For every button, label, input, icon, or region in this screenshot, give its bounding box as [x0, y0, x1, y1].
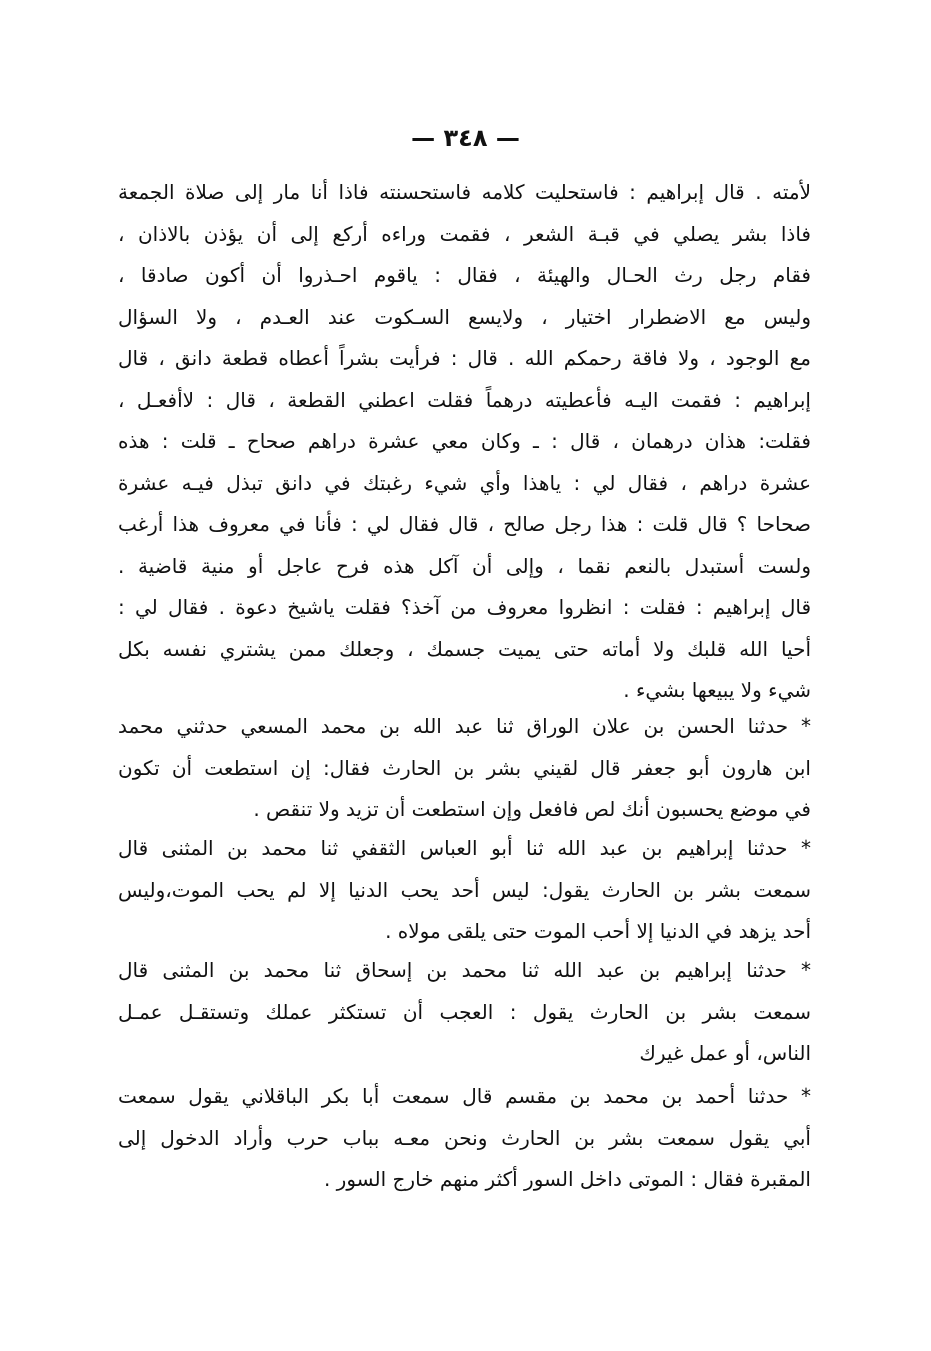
- text-line: قال إبراهيم : فقلت : انظروا معروف من آخذ؟ فقلت ياشيخ دعوة . فقال لي :: [118, 595, 811, 619]
- text-line: عشرة دراهم ، فقال لي : ياهذا وأي شيء رغبتك في دانق تبذل فيـه عشرة: [118, 470, 811, 495]
- text-line: شيء ولا يبيعها بشيء .: [623, 678, 811, 702]
- text-line: إبراهيم : فقمت اليـه فأعطيته درهماً فقلت اعطني القطعة ، قال : لاأفعـل ،: [118, 387, 811, 412]
- text-line: ابن هارون أبو جعفر قال لقيني بشر بن الحارث فقال: إن استطعت أن تكون: [118, 755, 811, 780]
- paragraph-5: [118, 1076, 811, 1201]
- text-line: سمعت بشر بن الحارث يقول : العجب أن تستكثر عملك وتستقـل عمـل: [118, 999, 811, 1024]
- text-line: أبي يقول سمعت بشر بن الحارث ونحن معـه بباب حرب وأراد الدخول إلى: [118, 1125, 811, 1150]
- text-line: لأمته . قال إبراهيم : فاستحليت كلامه فاستحسنته فاذا أنا مار إلى صلاة الجمعة: [118, 180, 811, 204]
- text-line: المقبرة فقال : الموتى داخل السور أكثر منهم خارج السور .: [323, 1167, 811, 1191]
- text-line: * حدثنا إبراهيم بن عبد الله ثنا محمد بن إسحاق ثنا محمد بن المثنى قال: [118, 958, 811, 982]
- text-line: أحد يزهد في الدنيا إلا أحب الموت حتى يلقى مولاه .: [385, 919, 811, 943]
- paragraph-1: [118, 172, 811, 712]
- paragraph-3: [118, 828, 811, 953]
- text-line: فقام رجل رث الحـال والهيئة ، فقال : ياقوم احـذروا أن أكون صادقا ،: [118, 263, 811, 287]
- text-line: فاذا بشر يصلي في قبـة الشعر ، فقمت وراءه أركع إلى أن يؤذن بالاذان ،: [118, 221, 811, 246]
- text-line: مع الوجود ، ولا فاقة رحمكم الله . قال : فرأيت بشراً أعطاه قطعة دانق ، قال: [118, 346, 811, 370]
- text-line: فقلت: هذان درهمان ، قال : ـ وكان معي عشرة دراهم صحاح ـ قلت : هذه: [118, 429, 811, 453]
- text-line: صحاحا ؟ قال قلت : هذا رجل صالح ، قال فقال لي : فأنا في معروف هذا أرغب: [118, 512, 811, 536]
- text-line: في موضع يحسبون أنك لص فافعل وإن استطعت أن تزيد ولا تنقص .: [253, 797, 811, 821]
- text-line: وليس مع الاضطرار اختيار ، ولايسع السـكوت عند العـدم ، ولا السؤال: [118, 304, 811, 329]
- text-line: الناس، أو عمل غيرك: [639, 1041, 811, 1065]
- text-line: سمعت بشر بن الحارث يقول: ليس أحد يحب الدنيا إلا لم يحب الموت،وليس: [118, 877, 811, 902]
- text-line: * حدثنا إبراهيم بن عبد الله ثنا أبو العباس الثقفي ثنا محمد بن المثنى قال: [118, 836, 811, 860]
- paragraph-2: [118, 706, 811, 831]
- paragraph-4: [118, 950, 811, 1075]
- text-line: أحيا الله قلبك ولا أماته حتى يميت جسمك ، وجعلك ممن يشتري نفسه بكل: [118, 636, 811, 661]
- text-line: ولست أستبدل بالنعم نقما ، وإلى أن آكل هذه فرح عاجل أو منية قاضية .: [118, 553, 811, 578]
- text-line: * حدثنا الحسن بن علان الوراق ثنا عبد الله بن محمد المسعي حدثني محمد: [118, 714, 811, 738]
- page-number: — ٣٤٨ —: [411, 124, 520, 152]
- text-line: * حدثنا أحمد بن محمد بن مقسم قال سمعت أبا بكر الباقلاني يقول سمعت: [118, 1084, 811, 1108]
